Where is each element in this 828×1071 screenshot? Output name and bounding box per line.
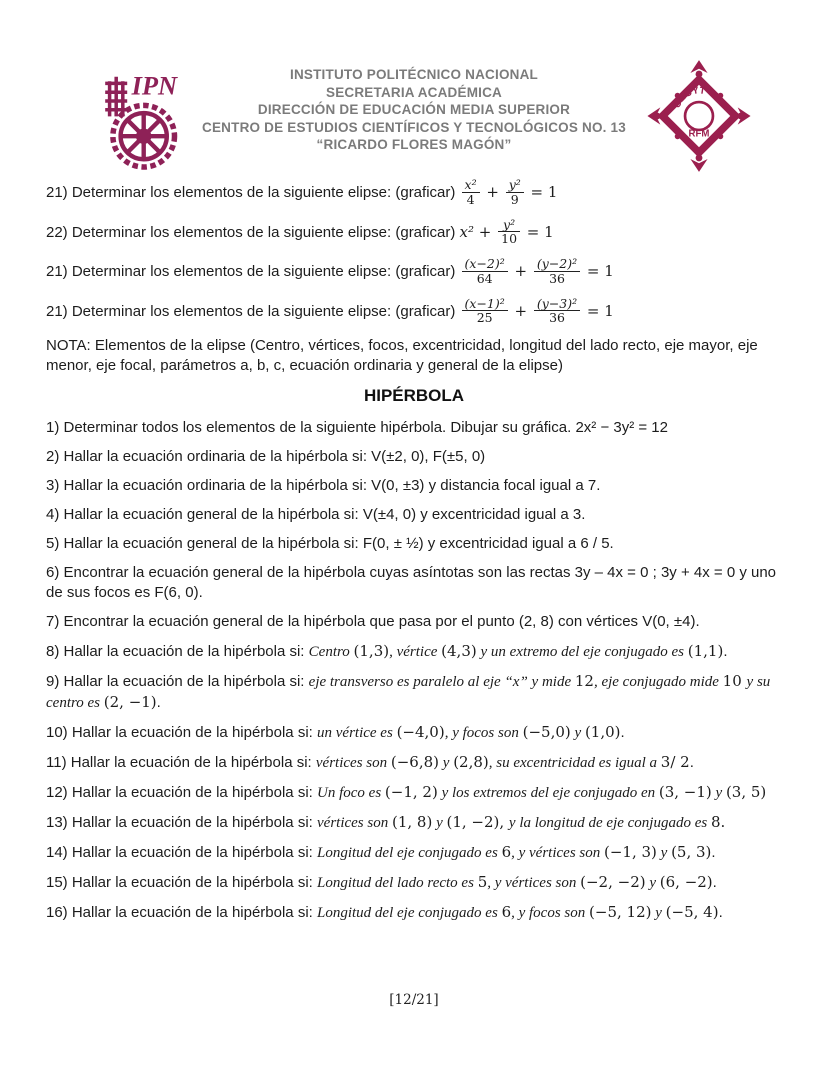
math-fraction: [506, 178, 524, 207]
exercise-text-segment: 16) Hallar la ecuación de la hipérbola si:: [46, 904, 317, 921]
exercise-text-segment: = 1: [582, 262, 614, 281]
exercise-text-segment: un vértice es: [317, 725, 397, 741]
exercise-text-segment: .: [723, 643, 728, 660]
exercise-item: [46, 257, 782, 288]
exercise-item: [46, 505, 782, 525]
exercise-text-segment: +: [509, 301, 532, 320]
exercise-text-segment: y: [651, 905, 666, 921]
exercise-text-segment: 15) Hallar la ecuación de la hipérbola si:: [46, 874, 317, 891]
exercise-text-segment: Longitud del eje conjugado es: [317, 845, 502, 861]
exercise-text-segment: = 1: [522, 222, 554, 241]
exercise-text-segment: NOTA: Elementos de la elipse (Centro, vértices, focos, excentricidad, longitud del lado recto, eje mayor, eje menor, eje focal, parámetros a, b, c, ecuación ordinaria y general de la elipse): [46, 337, 758, 374]
exercise-item: [46, 671, 782, 713]
exercise-text-segment: (−5, 12): [589, 903, 652, 921]
exercise-text-segment: 13) Hallar la ecuación de la hipérbola si:: [46, 814, 317, 831]
exercise-item: [46, 476, 782, 496]
exercise-text-segment: y: [645, 875, 660, 891]
exercise-text-segment: 21) Determinar los elementos de la siguiente elipse: (graficar): [46, 263, 460, 281]
institution-line: SECRETARIA ACADÉMICA: [326, 84, 502, 100]
math-fraction: [534, 297, 580, 326]
exercise-text-segment: 22) Determinar los elementos de la siguiente elipse: (graficar): [46, 223, 460, 241]
exercise-text-segment: , y vértices son: [487, 875, 581, 891]
fraction-denominator: 64: [462, 271, 508, 286]
exercise-text-segment: y: [570, 725, 585, 741]
exercise-text-segment: = 1: [582, 301, 614, 320]
exercise-text-segment: (−6,8): [390, 753, 440, 771]
section-title: HIPÉRBOLA: [363, 386, 465, 405]
fraction-numerator: y²: [508, 177, 521, 192]
exercise-item: [46, 812, 782, 833]
exercise-text-segment: (−1, 3): [604, 843, 657, 861]
exercise-text-segment: , y focos son: [511, 905, 590, 921]
exercise-text-segment: Longitud del lado recto es: [317, 875, 478, 891]
exercise-text-segment: , y vértices son: [511, 845, 604, 861]
exercise-item: [46, 418, 782, 438]
exercise-text-segment: 21) Determinar los elementos de la siguiente elipse: (graficar): [46, 184, 460, 202]
exercise-text-segment: (−5, 4): [665, 903, 719, 921]
exercise-text-segment: (2, −1): [103, 693, 157, 711]
exercise-list: [0, 160, 828, 923]
exercise-text-segment: y la longitud de eje conjugado es: [508, 815, 711, 831]
exercise-text-segment: eje transverso es paralelo al eje “x” y mide: [308, 674, 575, 690]
exercise-text-segment: Un foco es: [317, 785, 385, 801]
exercise-text-segment: 6) Encontrar la ecuación general de la hipérbola cuyas asíntotas son las rectas 3y – 4x = 0 ; 3y + 4x = 0 y uno de sus focos es F(6, 0).: [46, 564, 777, 601]
exercise-text-segment: vértices son: [317, 815, 392, 831]
math-fraction: [462, 178, 480, 207]
exercise-text-segment: 10: [722, 672, 747, 690]
exercise-text-segment: 9) Hallar la ecuación de la hipérbola si:: [46, 673, 309, 690]
exercise-text-segment: (−4,0): [396, 723, 445, 741]
exercise-text-segment: +: [481, 183, 504, 202]
exercise-text-segment: Longitud del eje conjugado es: [317, 905, 502, 921]
exercise-item: [46, 842, 782, 863]
exercise-item: [46, 178, 782, 209]
exercise-text-segment: y su centro es: [46, 674, 771, 711]
fraction-denominator: 36: [534, 271, 580, 286]
exercise-text-segment: 3/ 2: [660, 753, 690, 771]
exercise-text-segment: +: [474, 222, 497, 241]
exercise-text-segment: 21) Determinar los elementos de la siguiente elipse: (graficar): [46, 302, 460, 320]
exercise-text-segment: , su excentricidad es igual a: [488, 755, 661, 771]
exercise-text-segment: , y focos son: [444, 725, 523, 741]
exercise-text-segment: 11) Hallar la ecuación de la hipérbola si:: [46, 754, 316, 771]
exercise-text-segment: (5, 3): [671, 843, 712, 861]
exercise-text-segment: 12) Hallar la ecuación de la hipérbola si:: [46, 784, 317, 801]
exercise-item: [46, 612, 782, 632]
exercise-text-segment: y: [432, 815, 447, 831]
exercise-text-segment: 10) Hallar la ecuación de la hipérbola si:: [46, 724, 317, 741]
exercise-item: [46, 872, 782, 893]
fraction-numerator: (y−3)²: [536, 295, 578, 311]
exercise-text-segment: 2) Hallar la ecuación ordinaria de la hipérbola si: V(±2, 0), F(±5, 0): [46, 448, 486, 465]
fraction-denominator: 4: [462, 192, 480, 207]
institution-line: INSTITUTO POLITÉCNICO NACIONAL: [290, 67, 538, 82]
ipn-logo-text: IPN: [131, 70, 178, 101]
exercise-text-segment: y: [439, 755, 454, 771]
exercise-text-segment: = 1: [525, 183, 558, 202]
exercise-text-segment: x²: [459, 222, 475, 241]
cecyt-logo-text-bottom: RFM: [688, 128, 710, 140]
math-fraction: [462, 297, 508, 326]
fraction-numerator: y²: [503, 216, 516, 232]
exercise-text-segment: .: [156, 694, 161, 711]
fraction-numerator: x²: [464, 177, 477, 192]
note-paragraph: [46, 336, 782, 376]
exercise-text-segment: vértices son: [315, 755, 391, 771]
cecyt-rfm-logo: [645, 58, 753, 174]
exercise-text-segment: Centro: [308, 644, 354, 660]
institution-line: CENTRO DE ESTUDIOS CIENTÍFICOS Y TECNOLÓGICOS NO. 13: [202, 119, 626, 135]
exercise-text-segment: (1, −2),: [446, 813, 509, 831]
exercise-text-segment: , vértice: [389, 644, 442, 660]
exercise-text-segment: 8.: [710, 813, 726, 831]
exercise-text-segment: .: [718, 904, 723, 921]
exercise-item: [46, 902, 782, 923]
document-header: [0, 0, 828, 160]
exercise-text-segment: (3, −1): [658, 783, 712, 801]
cecyt-logo-text-top: CECYT: [671, 85, 707, 110]
exercise-text-segment: 5: [477, 873, 488, 891]
exercise-text-segment: 8) Hallar la ecuación de la hipérbola si:: [46, 643, 309, 660]
math-fraction: [462, 257, 508, 286]
exercise-text-segment: 6: [501, 843, 512, 861]
institution-line: DIRECCIÓN DE EDUCACIÓN MEDIA SUPERIOR: [257, 102, 571, 117]
exercise-text-segment: +: [509, 262, 532, 281]
exercise-item: [46, 534, 782, 554]
exercise-item: [46, 447, 782, 467]
exercise-text-segment: .: [712, 874, 717, 891]
exercise-text-segment: (4,3): [441, 642, 477, 660]
exercise-text-segment: (3, 5): [725, 783, 767, 801]
fraction-numerator: (y−2)²: [536, 256, 578, 271]
exercise-item: [46, 218, 782, 249]
exercise-text-segment: (2,8): [453, 753, 489, 771]
exercise-text-segment: (−2, −2): [580, 873, 646, 891]
exercise-text-segment: 3) Hallar la ecuación ordinaria de la hipérbola si: V(0, ±3) y distancia focal igual a 7.: [46, 477, 601, 494]
exercise-text-segment: (−1, 2): [384, 783, 438, 801]
exercise-item: [46, 782, 782, 803]
exercise-text-segment: y un extremo del eje conjugado es: [476, 644, 688, 660]
exercise-text-segment: y: [711, 785, 726, 801]
exercise-text-segment: 12: [574, 672, 594, 690]
exercise-text-segment: (−5,0): [522, 723, 571, 741]
exercise-text-segment: .: [620, 724, 625, 741]
exercise-text-segment: (1,1): [687, 642, 724, 660]
math-fraction: [534, 257, 580, 286]
exercise-item: [46, 641, 782, 662]
exercise-text-segment: (1, 8): [391, 813, 433, 831]
fraction-denominator: 9: [506, 192, 524, 207]
math-fraction: [498, 218, 520, 247]
exercise-text-segment: y: [656, 845, 672, 861]
exercise-text-segment: 1) Determinar todos los elementos de la siguiente hipérbola. Dibujar su gráfica. 2x² − 3y² = 12: [46, 419, 668, 436]
exercise-item: [46, 722, 782, 743]
fraction-denominator: 10: [498, 231, 520, 246]
exercise-text-segment: .: [689, 754, 694, 771]
page-number: [12/21]: [389, 992, 439, 1008]
exercise-text-segment: y los extremos del eje conjugado en: [437, 785, 659, 801]
exercise-text-segment: (1,3): [353, 642, 390, 660]
exercise-text-segment: 14) Hallar la ecuación de la hipérbola si:: [46, 844, 317, 861]
exercise-item: [46, 563, 782, 603]
fraction-denominator: 25: [462, 310, 508, 325]
exercise-item: [46, 297, 782, 328]
exercise-text-segment: .: [711, 844, 716, 861]
exercise-text-segment: (6, −2): [659, 873, 713, 891]
fraction-numerator: (x−1)²: [464, 295, 505, 311]
exercise-text-segment: , eje conjugado mide: [593, 674, 723, 690]
fraction-denominator: 36: [534, 310, 580, 325]
exercise-text-segment: 5) Hallar la ecuación general de la hipérbola si: F(0, ± ½) y excentricidad igual a 6 / 5.: [46, 535, 614, 552]
exercise-text-segment: (1,0): [584, 723, 621, 741]
exercise-text-segment: 6: [501, 903, 512, 921]
exercise-item: [46, 752, 782, 773]
exercise-text-segment: 7) Encontrar la ecuación general de la hipérbola que pasa por el punto (2, 8) con vértices V(0, ±4).: [46, 613, 700, 630]
exercise-text-segment: 4) Hallar la ecuación general de la hipérbola si: V(±4, 0) y excentricidad igual a 3.: [46, 506, 586, 523]
institution-line: “RICARDO FLORES MAGÓN”: [316, 137, 512, 152]
fraction-numerator: (x−2)²: [464, 256, 505, 271]
